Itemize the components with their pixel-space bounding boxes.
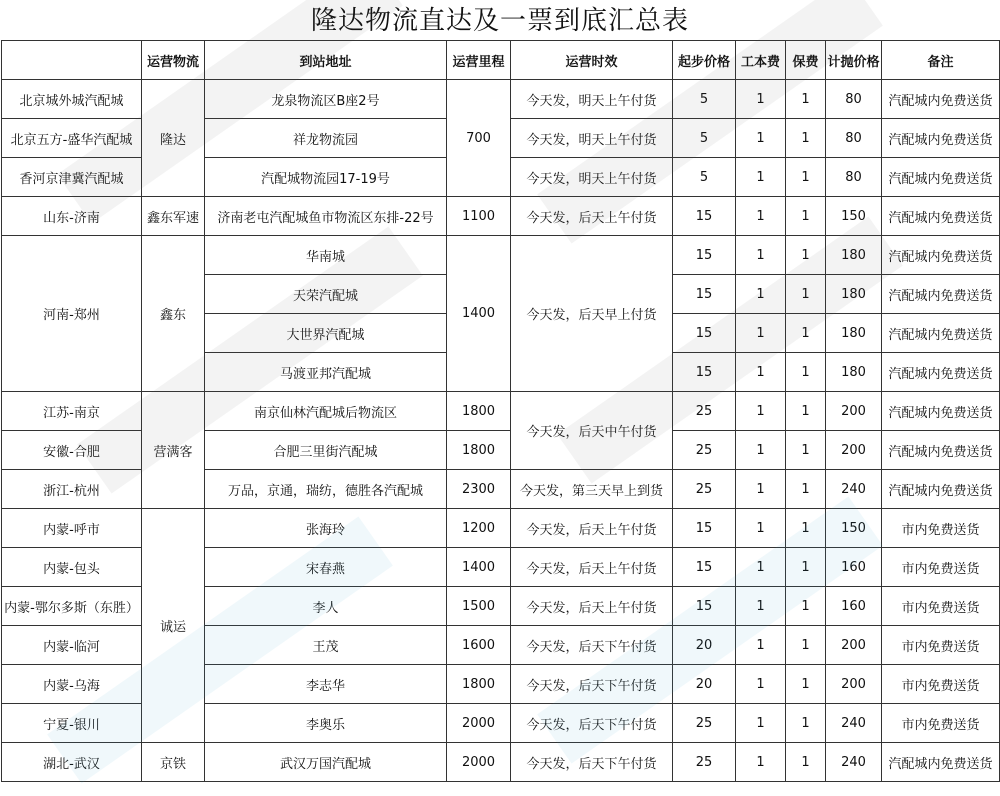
cell-fee: 1: [736, 80, 786, 119]
cell-start-price: 25: [673, 470, 736, 509]
cell-origin: 宁夏-银川: [2, 704, 142, 743]
cell-carrier: 京铁: [142, 743, 205, 782]
cell-address: 龙泉物流区B座2号: [205, 80, 447, 119]
cell-volume-price: 180: [826, 236, 882, 275]
cell-fee: 1: [736, 548, 786, 587]
header-note: 备注: [882, 41, 1000, 80]
cell-note: 汽配城内免费送货: [882, 431, 1000, 470]
cell-start-price: 15: [673, 314, 736, 353]
cell-address: 王茂: [205, 626, 447, 665]
cell-volume-price: 150: [826, 509, 882, 548]
cell-address: 天荣汽配城: [205, 275, 447, 314]
cell-volume-price: 150: [826, 197, 882, 236]
cell-volume-price: 80: [826, 80, 882, 119]
header-fee: 工本费: [736, 41, 786, 80]
cell-fee: 1: [736, 470, 786, 509]
cell-note: 市内免费送货: [882, 509, 1000, 548]
cell-insurance: 1: [786, 392, 826, 431]
cell-start-price: 25: [673, 431, 736, 470]
cell-time: 今天发，后天中午付货: [511, 392, 673, 470]
cell-start-price: 5: [673, 158, 736, 197]
cell-start-price: 5: [673, 119, 736, 158]
cell-fee: 1: [736, 353, 786, 392]
cell-insurance: 1: [786, 626, 826, 665]
cell-insurance: 1: [786, 236, 826, 275]
cell-time: 今天发，第三天早上到货: [511, 470, 673, 509]
cell-insurance: 1: [786, 314, 826, 353]
cell-volume-price: 200: [826, 665, 882, 704]
cell-address: 祥龙物流园: [205, 119, 447, 158]
header-mileage: 运营里程: [447, 41, 511, 80]
cell-volume-price: 160: [826, 587, 882, 626]
cell-carrier: 诚运: [142, 509, 205, 743]
cell-start-price: 5: [673, 80, 736, 119]
cell-origin: 江苏-南京: [2, 392, 142, 431]
cell-origin: 内蒙-鄂尔多斯（东胜）: [2, 587, 142, 626]
cell-insurance: 1: [786, 431, 826, 470]
cell-origin: 安徽-合肥: [2, 431, 142, 470]
cell-mileage: 2000: [447, 743, 511, 782]
cell-insurance: 1: [786, 548, 826, 587]
cell-origin: 湖北-武汉: [2, 743, 142, 782]
table-row: [2, 236, 1000, 275]
cell-mileage: 2000: [447, 704, 511, 743]
cell-volume-price: 180: [826, 314, 882, 353]
cell-time: 今天发，后天下午付货: [511, 626, 673, 665]
cell-mileage: 1500: [447, 587, 511, 626]
cell-address: 万品，京通，瑞纺，德胜各汽配城: [205, 470, 447, 509]
cell-insurance: 1: [786, 743, 826, 782]
cell-insurance: 1: [786, 158, 826, 197]
cell-insurance: 1: [786, 119, 826, 158]
cell-note: 汽配城内免费送货: [882, 158, 1000, 197]
table-row: [2, 80, 1000, 119]
cell-volume-price: 200: [826, 392, 882, 431]
cell-mileage: 1400: [447, 236, 511, 392]
cell-fee: 1: [736, 236, 786, 275]
cell-insurance: 1: [786, 275, 826, 314]
cell-carrier: 隆达: [142, 80, 205, 197]
cell-volume-price: 80: [826, 119, 882, 158]
cell-carrier: 鑫东: [142, 236, 205, 392]
cell-mileage: 1800: [447, 392, 511, 431]
cell-note: 汽配城内免费送货: [882, 353, 1000, 392]
cell-start-price: 15: [673, 587, 736, 626]
cell-origin: 北京城外城汽配城: [2, 80, 142, 119]
cell-volume-price: 200: [826, 626, 882, 665]
cell-fee: 1: [736, 509, 786, 548]
cell-note: 市内免费送货: [882, 704, 1000, 743]
cell-note: 汽配城内免费送货: [882, 470, 1000, 509]
cell-mileage: 1800: [447, 665, 511, 704]
cell-time: 今天发，后天上午付货: [511, 509, 673, 548]
cell-address: 马渡亚邦汽配城: [205, 353, 447, 392]
cell-start-price: 25: [673, 743, 736, 782]
header-time: 运营时效: [511, 41, 673, 80]
cell-carrier: 营满客: [142, 392, 205, 509]
cell-time: 今天发，后天上午付货: [511, 548, 673, 587]
cell-mileage: 1800: [447, 431, 511, 470]
cell-origin: 北京五方-盛华汽配城: [2, 119, 142, 158]
header-address: 到站地址: [205, 41, 447, 80]
cell-start-price: 15: [673, 353, 736, 392]
cell-mileage: 1400: [447, 548, 511, 587]
cell-fee: 1: [736, 392, 786, 431]
cell-fee: 1: [736, 743, 786, 782]
cell-note: 汽配城内免费送货: [882, 743, 1000, 782]
cell-origin: 山东-济南: [2, 197, 142, 236]
cell-address: 华南城: [205, 236, 447, 275]
cell-time: 今天发，明天上午付货: [511, 80, 673, 119]
cell-start-price: 20: [673, 626, 736, 665]
cell-note: 汽配城内免费送货: [882, 275, 1000, 314]
cell-insurance: 1: [786, 197, 826, 236]
cell-volume-price: 180: [826, 275, 882, 314]
cell-time: 今天发，后天下午付货: [511, 665, 673, 704]
cell-fee: 1: [736, 704, 786, 743]
cell-note: 市内免费送货: [882, 587, 1000, 626]
cell-time: 今天发，明天上午付货: [511, 119, 673, 158]
cell-origin: 香河京津冀汽配城: [2, 158, 142, 197]
cell-volume-price: 200: [826, 431, 882, 470]
cell-time: 今天发，后天下午付货: [511, 704, 673, 743]
cell-origin: 浙江-杭州: [2, 470, 142, 509]
cell-note: 汽配城内免费送货: [882, 80, 1000, 119]
cell-insurance: 1: [786, 470, 826, 509]
table-row: [2, 743, 1000, 782]
table-row: [2, 392, 1000, 431]
cell-time: 今天发，后天下午付货: [511, 743, 673, 782]
cell-note: 汽配城内免费送货: [882, 314, 1000, 353]
cell-fee: 1: [736, 158, 786, 197]
cell-start-price: 25: [673, 392, 736, 431]
cell-origin: 内蒙-乌海: [2, 665, 142, 704]
header-row: [2, 41, 1000, 80]
cell-address: 李奥乐: [205, 704, 447, 743]
cell-fee: 1: [736, 587, 786, 626]
table-row: [2, 197, 1000, 236]
cell-origin: 内蒙-包头: [2, 548, 142, 587]
header-origin: [2, 41, 142, 80]
cell-carrier: 鑫东军速: [142, 197, 205, 236]
cell-address: 南京仙林汽配城后物流区: [205, 392, 447, 431]
cell-insurance: 1: [786, 80, 826, 119]
header-carrier: 运营物流: [142, 41, 205, 80]
cell-start-price: 15: [673, 275, 736, 314]
cell-note: 汽配城内免费送货: [882, 392, 1000, 431]
cell-volume-price: 160: [826, 548, 882, 587]
cell-mileage: 1100: [447, 197, 511, 236]
header-start-price: 起步价格: [673, 41, 736, 80]
cell-note: 市内免费送货: [882, 548, 1000, 587]
cell-time: 今天发，后天早上付货: [511, 236, 673, 392]
summary-table: [1, 40, 1000, 782]
header-volume-price: 计抛价格: [826, 41, 882, 80]
cell-origin: 内蒙-呼市: [2, 509, 142, 548]
cell-fee: 1: [736, 626, 786, 665]
cell-note: 市内免费送货: [882, 626, 1000, 665]
cell-insurance: 1: [786, 353, 826, 392]
cell-start-price: 15: [673, 236, 736, 275]
cell-volume-price: 180: [826, 353, 882, 392]
cell-start-price: 20: [673, 665, 736, 704]
cell-start-price: 15: [673, 509, 736, 548]
cell-address: 合肥三里街汽配城: [205, 431, 447, 470]
header-insurance: 保费: [786, 41, 826, 80]
page-title: 隆达物流直达及一票到底汇总表: [310, 6, 689, 36]
cell-mileage: 700: [447, 80, 511, 197]
cell-time: 今天发，后天上午付货: [511, 197, 673, 236]
cell-insurance: 1: [786, 509, 826, 548]
cell-address: 济南老屯汽配城鱼市物流区东排-22号: [205, 197, 447, 236]
cell-address: 李人: [205, 587, 447, 626]
table-row: [2, 509, 1000, 548]
cell-fee: 1: [736, 314, 786, 353]
cell-note: 汽配城内免费送货: [882, 236, 1000, 275]
cell-mileage: 1200: [447, 509, 511, 548]
cell-time: 今天发，后天上午付货: [511, 587, 673, 626]
cell-fee: 1: [736, 275, 786, 314]
cell-insurance: 1: [786, 587, 826, 626]
cell-address: 汽配城物流园17-19号: [205, 158, 447, 197]
cell-fee: 1: [736, 665, 786, 704]
cell-address: 武汉万国汽配城: [205, 743, 447, 782]
cell-address: 李志华: [205, 665, 447, 704]
cell-note: 汽配城内免费送货: [882, 197, 1000, 236]
cell-origin: 河南-郑州: [2, 236, 142, 392]
cell-note: 汽配城内免费送货: [882, 119, 1000, 158]
cell-volume-price: 80: [826, 158, 882, 197]
cell-time: 今天发，明天上午付货: [511, 158, 673, 197]
cell-fee: 1: [736, 197, 786, 236]
cell-insurance: 1: [786, 665, 826, 704]
cell-address: 张海玲: [205, 509, 447, 548]
cell-note: 市内免费送货: [882, 665, 1000, 704]
cell-mileage: 2300: [447, 470, 511, 509]
cell-volume-price: 240: [826, 704, 882, 743]
cell-origin: 内蒙-临河: [2, 626, 142, 665]
cell-volume-price: 240: [826, 743, 882, 782]
cell-fee: 1: [736, 431, 786, 470]
cell-start-price: 15: [673, 197, 736, 236]
cell-insurance: 1: [786, 704, 826, 743]
cell-mileage: 1600: [447, 626, 511, 665]
cell-start-price: 15: [673, 548, 736, 587]
cell-start-price: 25: [673, 704, 736, 743]
cell-address: 大世界汽配城: [205, 314, 447, 353]
cell-fee: 1: [736, 119, 786, 158]
cell-volume-price: 240: [826, 470, 882, 509]
cell-address: 宋春燕: [205, 548, 447, 587]
